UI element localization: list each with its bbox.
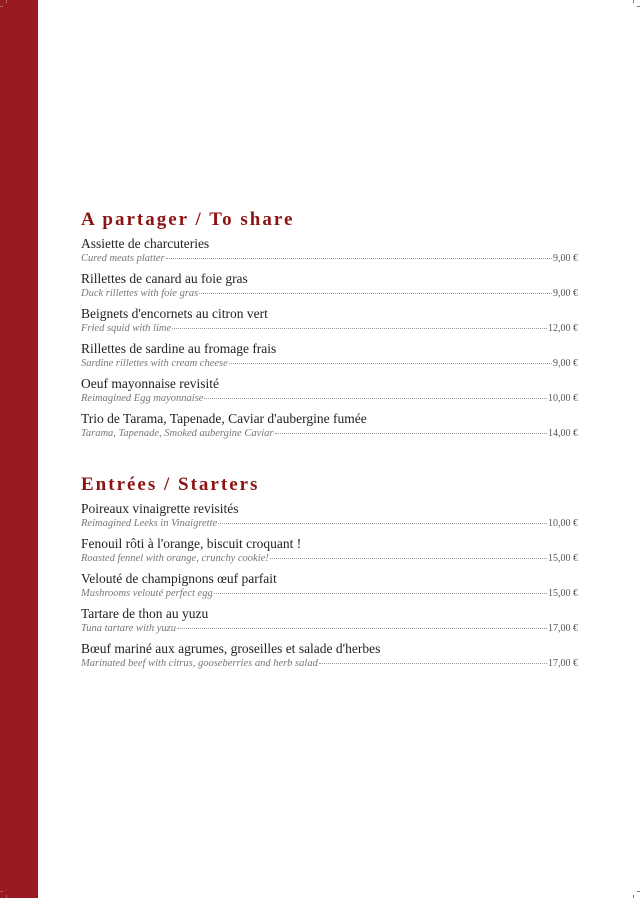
dot-leader	[270, 558, 547, 559]
dish-english: Reimagined Leeks in Vinaigrette	[81, 518, 218, 529]
dot-leader	[275, 433, 548, 434]
menu-item	[81, 641, 578, 676]
dish-price: 9,00 €	[553, 253, 578, 264]
dish-name: Tartare de thon au yuzu	[81, 606, 209, 621]
section-starters	[81, 472, 578, 676]
dish-price: 15,00 €	[548, 553, 578, 564]
dish-name: Rillettes de canard au foie gras	[81, 271, 248, 286]
menu-item	[81, 571, 578, 606]
dish-name: Velouté de champignons œuf parfait	[81, 571, 277, 586]
dish-name: Rillettes de sardine au fromage frais	[81, 341, 277, 356]
dish-name: Beignets d'encornets au citron vert	[81, 306, 268, 321]
menu-item	[81, 376, 578, 411]
dish-price: 12,00 €	[548, 323, 578, 334]
dish-price: 17,00 €	[548, 658, 578, 669]
menu-item	[81, 606, 578, 641]
dish-name: Assiette de charcuteries	[81, 236, 210, 251]
menu-item	[81, 271, 578, 306]
dish-english: Mushrooms velouté perfect egg	[81, 588, 213, 599]
menu-item	[81, 536, 578, 571]
dish-price: 9,00 €	[553, 358, 578, 369]
dish-english: Marinated beef with citrus, gooseberries and herb salad	[81, 658, 318, 669]
dish-price: 10,00 €	[548, 518, 578, 529]
dish-name: Poireaux vinaigrette revisités	[81, 501, 239, 516]
dish-name: Trio de Tarama, Tapenade, Caviar d'aubergine fumée	[81, 411, 367, 426]
dish-english: Sardine rillettes with cream cheese	[81, 358, 228, 369]
dish-english: Roasted fennel with orange, crunchy cookie!	[81, 553, 269, 564]
dish-name: Fenouil rôti à l'orange, biscuit croquant !	[81, 536, 302, 551]
section-title: A partager / To share	[81, 209, 295, 230]
menu-item	[81, 236, 578, 271]
crop-mark	[633, 0, 634, 3]
dish-english: Fried squid with lime	[81, 323, 172, 334]
dot-leader	[172, 328, 547, 329]
dish-english: Tuna tartare with yuzu	[81, 623, 176, 634]
dish-english: Duck rillettes with foie gras	[81, 288, 199, 299]
dot-leader	[214, 593, 547, 594]
dish-name: Oeuf mayonnaise revisité	[81, 376, 219, 391]
menu-item	[81, 411, 578, 446]
dot-leader	[218, 523, 547, 524]
dot-leader	[199, 293, 552, 294]
dish-name: Bœuf mariné aux agrumes, groseilles et salade d'herbes	[81, 641, 381, 656]
dish-price: 15,00 €	[548, 588, 578, 599]
menu-item	[81, 501, 578, 536]
dish-price: 17,00 €	[548, 623, 578, 634]
crop-mark	[6, 0, 7, 3]
dish-english: Tarama, Tapenade, Smoked aubergine Caviar	[81, 428, 274, 439]
dot-leader	[204, 398, 547, 399]
dot-leader	[229, 363, 552, 364]
menu-item	[81, 306, 578, 341]
decorative-side-band	[0, 0, 38, 898]
crop-mark	[0, 6, 3, 7]
dish-english: Reimagined Egg mayonnaise	[81, 393, 204, 404]
dot-leader	[166, 258, 552, 259]
section-to-share	[81, 207, 578, 446]
menu-item	[81, 341, 578, 376]
crop-mark	[0, 891, 3, 892]
dish-price: 9,00 €	[553, 288, 578, 299]
dot-leader	[319, 663, 547, 664]
section-title: Entrées / Starters	[81, 474, 260, 495]
dot-leader	[177, 628, 547, 629]
dish-english: Cured meats platter	[81, 253, 165, 264]
dish-price: 14,00 €	[548, 428, 578, 439]
dish-price: 10,00 €	[548, 393, 578, 404]
